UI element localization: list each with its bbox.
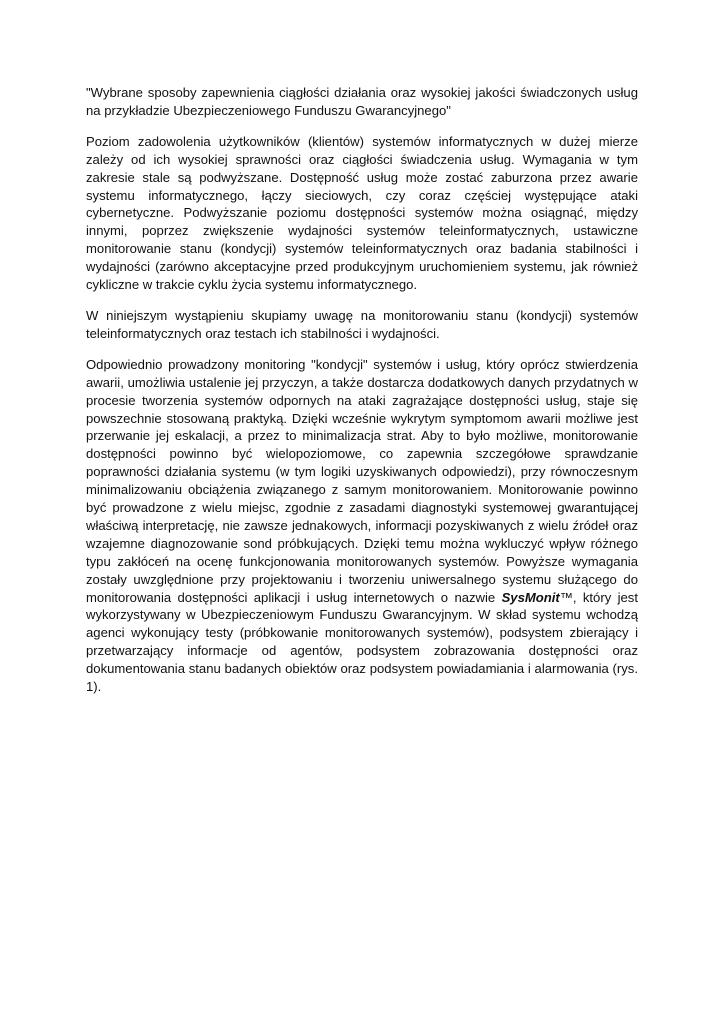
product-name: SysMonit: [501, 589, 560, 605]
paragraph-monitoring-text-2: ™, który jest wykorzystywany w Ubezpieczeniowym Funduszu Gwarancyjnym. W skład systemu wchodzą agenci wykonujący testy (próbkowanie monitorowanych systemów), podsystem zbierający i przetwarzający informacje od agentów, podsystem zobrazowania dostępności oraz dokumentowania stanu badanych obiektów oraz podsystem powiadamiania i alarmowania (rys. 1).: [86, 589, 638, 695]
paragraph-monitoring-text-1: Odpowiednio prowadzony monitoring "kondycji" systemów i usług, który oprócz stwierdzenia awarii, umożliwia ustalenie jej przyczyn, a także dostarcza dodatkowych danych przydatnych w procesie tworzenia systemów odpornych na ataki zagrażające dostępności usług, staje się powszechnie stosowaną praktyką. Dzięki wcześnie wykrytym symptomom awarii możliwe jest przerwanie jej eskalacji, a przez to minimalizacja strat. Aby to było możliwe, monitorowanie dostępności powinno być wielopoziomowe, co zapewnia szczegółowe sprawdzanie poprawności działania systemu (w tym logiki uzyskiwanych odpowiedzi), przy równoczesnym minimalizowaniu obciążenia związanego z samym monitorowaniem. Monitorowanie powinno być prowadzone z wielu miejsc, zgodnie z zasadami diagnostyki systemowej gwarantującej właściwą interpretację, nie zawsze jednakowych, informacji pozyskiwanych z wielu źródeł oraz wzajemne diagnozowanie sond próbkujących. Dzięki temu można wykluczyć wpływ różnego typu zakłóceń na ocenę funkcjonowania monitorowanych systemów. Powyższe wymagania zostały uwzględnione przy projektowaniu i tworzeniu uniwersalnego systemu służącego do monitorowania dostępności aplikacji i usług internetowych o nazwie: [86, 356, 638, 605]
document-title: "Wybrane sposoby zapewnienia ciągłości działania oraz wysokiej jakości świadczonych usług na przykładzie Ubezpieczeniowego Funduszu Gwarancyjnego": [86, 85, 638, 118]
paragraph-monitoring: [86, 356, 638, 696]
document-page: [86, 84, 638, 709]
paragraph-introduction: Poziom zadowolenia użytkowników (klientów) systemów informatycznych w dużej mierze zależy od ich wysokiej sprawności oraz ciągłości świadczenia usług. Wymagania w tym zakresie stale są podwyższane. Dostępność usług może zostać zaburzona przez awarie systemu informatycznego, łączy sieciowych, czy coraz częściej występujące ataki cybernetyczne. Podwyższanie poziomu dostępności systemów można osiągnąć, między innymi, poprzez zwiększenie wydajności systemów teleinformatycznych, ustawiczne monitorowanie stanu (kondycji) systemów teleinformatycznych oraz badania stabilności i wydajności (zarówno akceptacyjne przed produkcyjnym uruchomieniem systemu, jak również cykliczne w trakcie cyklu życia systemu informatycznego.: [86, 133, 638, 293]
paragraph-focus: W niniejszym wystąpieniu skupiamy uwagę na monitorowaniu stanu (kondycji) systemów teleinformatycznych oraz testach ich stabilności i wydajności.: [86, 307, 638, 341]
